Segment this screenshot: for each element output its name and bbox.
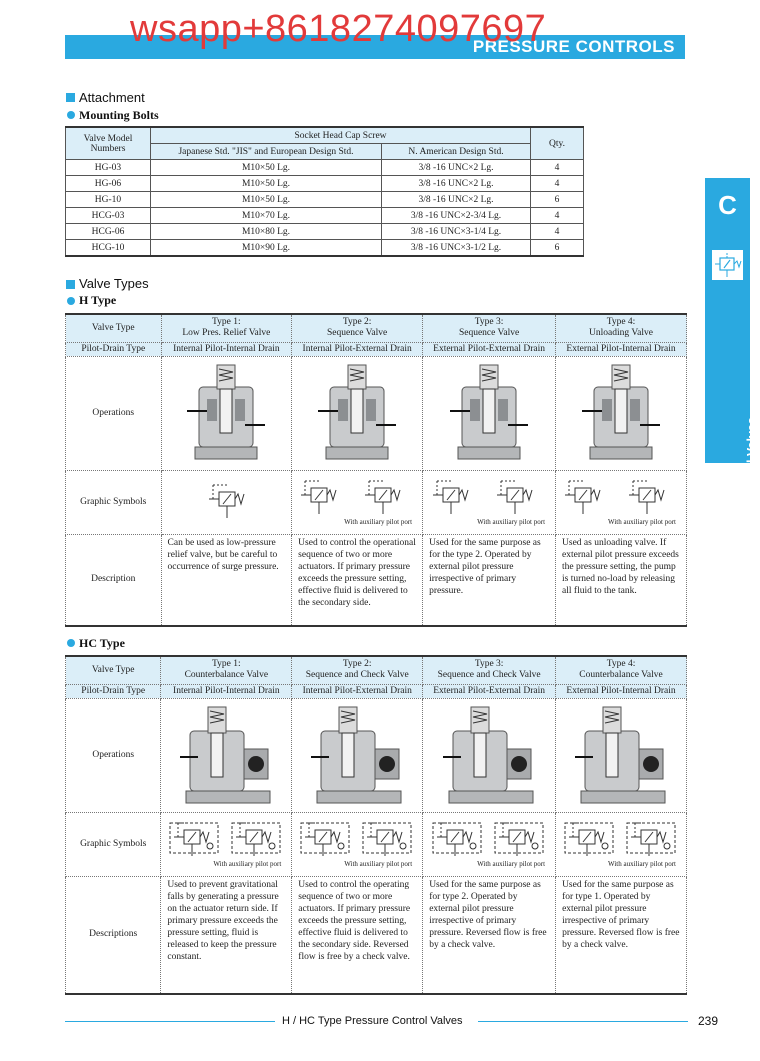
h-type2-graphic-symbol bbox=[292, 470, 423, 534]
row-label-graphic: Graphic Symbols bbox=[66, 470, 162, 534]
h-type-table bbox=[65, 313, 687, 627]
mounting-bolts-heading: Mounting Bolts bbox=[79, 108, 159, 122]
table-row: HG-06 M10×50 Lg. 3/8 -16 UNC×2 Lg. 4 bbox=[66, 176, 584, 192]
pilot-drain-cell: Internal Pilot-Internal Drain bbox=[161, 342, 292, 356]
hc-type4-graphic-symbol bbox=[556, 812, 687, 876]
pilot-drain-cell: External Pilot-Internal Drain bbox=[556, 342, 687, 356]
row-label-valve-type: Valve Type bbox=[66, 314, 162, 342]
hc-type1-section-drawing bbox=[161, 698, 292, 812]
pilot-drain-cell: Internal Pilot-External Drain bbox=[292, 684, 423, 698]
aux-pilot-caption: With auxiliary pilot port bbox=[608, 518, 676, 526]
aux-pilot-caption: With auxiliary pilot port bbox=[344, 518, 413, 526]
h-type1-graphic-symbol bbox=[161, 470, 292, 534]
h-type4-description: Used as unloading valve. If external pilot pressure exceeds the pressure setting, the pump is turned no-load by releasing all fluid to the tank. bbox=[556, 534, 687, 626]
pilot-drain-cell: Internal Pilot-External Drain bbox=[292, 342, 423, 356]
table-row: HCG-10 M10×90 Lg. 3/8 -16 UNC×3-1/2 Lg. 6 bbox=[66, 240, 584, 257]
subsection-dot-marker bbox=[67, 111, 75, 119]
hc-type4-description: Used for the same purpose as for type 1. Operated by external pilot pressure irrespective of primary pressure. Reversed flow is free by a check valve. bbox=[556, 876, 687, 994]
section-square-marker bbox=[66, 93, 75, 102]
h-type3-section-drawing bbox=[423, 356, 556, 470]
chapter-side-title: H / HC Type Pressure Control Valves bbox=[730, 417, 759, 561]
hc-type2-graphic-symbol bbox=[292, 812, 423, 876]
h-type2-header: Type 2: Sequence Valve bbox=[292, 314, 423, 342]
chapter-letter: C bbox=[718, 190, 737, 220]
valve-symbol-icon bbox=[712, 250, 743, 280]
hc-type4-section-drawing bbox=[556, 698, 687, 812]
hc-type2-description: Used to control the operating sequence of two or more actuators. If primary pressure exceeds the pressure setting, effective fluid is delivered to the secondary side. Reversed flow is free by a check valve. bbox=[292, 876, 423, 994]
h-type3-header: Type 3: Sequence Valve bbox=[423, 314, 556, 342]
pilot-drain-cell: External Pilot-Internal Drain bbox=[556, 684, 687, 698]
chapter-side-tab[interactable] bbox=[705, 178, 759, 561]
h-type2-description: Used to control the operational sequence of two or more actuators. If primary pressure exceeds the pressure setting, effective fluid is delivered to the secondary side. bbox=[292, 534, 423, 626]
footer-rule-right bbox=[478, 1021, 688, 1022]
hc-type2-header: Type 2: Sequence and Check Valve bbox=[292, 656, 423, 684]
aux-pilot-caption: With auxiliary pilot port bbox=[608, 860, 676, 868]
hc-type3-section-drawing bbox=[423, 698, 556, 812]
hc-type3-description: Used for the same purpose as for type 2. Operated by external pilot pressure irrespective of primary pressure. Reversed flow is free by a check valve. bbox=[423, 876, 556, 994]
row-label-valve-type: Valve Type bbox=[66, 656, 161, 684]
table-row: HG-10 M10×50 Lg. 3/8 -16 UNC×2 Lg. 6 bbox=[66, 192, 584, 208]
h-type2-section-drawing bbox=[292, 356, 423, 470]
footer-title: H / HC Type Pressure Control Valves bbox=[282, 1015, 463, 1027]
hc-type2-section-drawing bbox=[292, 698, 423, 812]
h-type4-graphic-symbol bbox=[556, 470, 687, 534]
row-label-pilot-drain: Pilot-Drain Type bbox=[66, 684, 161, 698]
h-type3-description: Used for the same purpose as for the type 2. Operated by external pilot pressure irrespective of primary pressure. bbox=[423, 534, 556, 626]
aux-pilot-caption: With auxiliary pilot port bbox=[477, 860, 546, 868]
watermark-text: wsapp+8618274097697 bbox=[130, 8, 547, 50]
aux-pilot-caption: With auxiliary pilot port bbox=[344, 860, 413, 868]
col-na: N. American Design Std. bbox=[382, 144, 531, 160]
section-square-marker bbox=[66, 280, 75, 289]
h-type3-graphic-symbol bbox=[423, 470, 556, 534]
col-qty: Qty. bbox=[531, 127, 584, 160]
footer-rule-left bbox=[65, 1021, 275, 1022]
row-label-operations: Operations bbox=[66, 356, 162, 470]
row-label-description: Description bbox=[66, 534, 162, 626]
h-type1-section-drawing bbox=[161, 356, 292, 470]
row-label-pilot-drain: Pilot-Drain Type bbox=[66, 342, 162, 356]
subsection-dot-marker bbox=[67, 639, 75, 647]
hc-type1-graphic-symbol bbox=[161, 812, 292, 876]
page-number: 239 bbox=[698, 1014, 719, 1028]
h-type4-section-drawing bbox=[556, 356, 687, 470]
pilot-drain-cell: Internal Pilot-Internal Drain bbox=[161, 684, 292, 698]
hc-type4-header: Type 4: Counterbalance Valve bbox=[556, 656, 687, 684]
attachment-heading: Attachment bbox=[79, 90, 145, 105]
row-label-descriptions: Descriptions bbox=[66, 876, 161, 994]
table-row: HCG-06 M10×80 Lg. 3/8 -16 UNC×3-1/4 Lg. 4 bbox=[66, 224, 584, 240]
valve-types-heading: Valve Types bbox=[79, 276, 149, 291]
hc-type1-description: Used to prevent gravitational falls by generating a pressure on the actuator return side. If primary pressure exceeds the pressure setting, fluid is released to keep the pressure constant. bbox=[161, 876, 292, 994]
table-row: HG-03 M10×50 Lg. 3/8 -16 UNC×2 Lg. 4 bbox=[66, 160, 584, 176]
h-type4-header: Type 4: Unloading Valve bbox=[556, 314, 687, 342]
h-type-heading: H Type bbox=[79, 293, 117, 307]
pilot-drain-cell: External Pilot-External Drain bbox=[423, 342, 556, 356]
row-label-graphic: Graphic Symbols bbox=[66, 812, 161, 876]
aux-pilot-caption: With auxiliary pilot port bbox=[477, 518, 546, 526]
mounting-bolts-table bbox=[65, 126, 584, 257]
col-socket-screw: Socket Head Cap Screw bbox=[151, 127, 531, 144]
banner-title: PRESSURE CONTROLS bbox=[472, 37, 675, 56]
col-valve-model: Valve Model Numbers bbox=[66, 127, 151, 160]
table-row: HCG-03 M10×70 Lg. 3/8 -16 UNC×2-3/4 Lg. 4 bbox=[66, 208, 584, 224]
h-type1-header: Type 1: Low Pres. Relief Valve bbox=[161, 314, 292, 342]
row-label-operations: Operations bbox=[66, 698, 161, 812]
hc-type-heading: HC Type bbox=[79, 636, 125, 650]
pilot-drain-cell: External Pilot-External Drain bbox=[423, 684, 556, 698]
hc-type3-header: Type 3: Sequence and Check Valve bbox=[423, 656, 556, 684]
hc-type1-header: Type 1: Counterbalance Valve bbox=[161, 656, 292, 684]
hc-type3-graphic-symbol bbox=[423, 812, 556, 876]
hc-type-table bbox=[65, 655, 687, 995]
h-type1-description: Can be used as low-pressure relief valve, but be careful to occurrence of surge pressure. bbox=[161, 534, 292, 626]
col-jis: Japanese Std. "JIS" and European Design Std. bbox=[151, 144, 382, 160]
aux-pilot-caption: With auxiliary pilot port bbox=[213, 860, 282, 868]
subsection-dot-marker bbox=[67, 297, 75, 305]
